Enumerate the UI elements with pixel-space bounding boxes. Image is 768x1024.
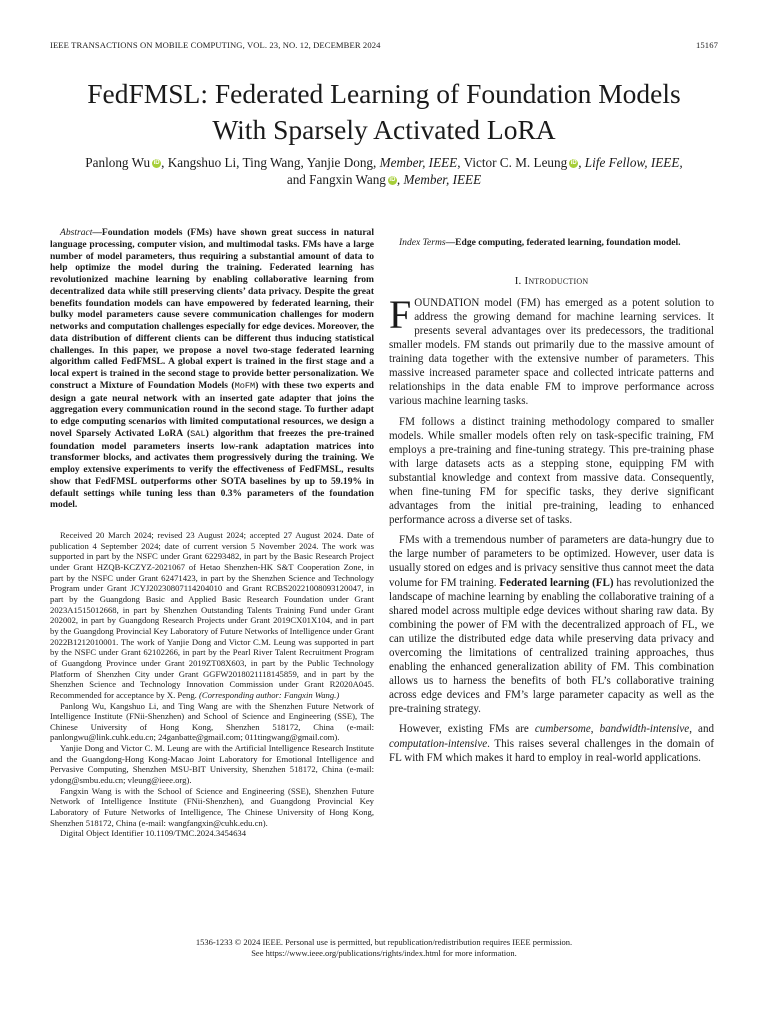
intro-paragraph-1 [389, 291, 714, 409]
footnote-affiliation-2: Yanjie Dong and Victor C. M. Leung are with the Artificial Intelligence Research Institute and the Guangdong-Hong Kong-Macao Joint Laboratory for Emotional Intelligence and Pervasive Computing, Shenzhen MSU-BIT University, Shenzhen 518172, China (e-mail: ydong@smbu.edu.cn; vleung@ieee.org). [50, 743, 374, 786]
footnote-funding [50, 530, 374, 701]
fl-term: Federated learning (FL) [499, 576, 614, 589]
section-heading [389, 275, 714, 287]
emphasis-text: computation-intensive [389, 737, 488, 750]
paragraph-text: However, existing FMs are [399, 723, 535, 736]
right-column [389, 227, 714, 765]
author-list [40, 154, 728, 188]
copyright-line-1: 1536-1233 © 2024 IEEE. Personal use is permitted, but republication/redistribution requires IEEE permission. [195, 937, 573, 947]
orcid-icon[interactable]: iD [153, 160, 160, 166]
abstract-text: ) algorithm that freezes the pre-trained foundation model parameters inserts low-rank adaptation matrices into transformer blocks, and activates them progressively during the training. We employ extensive experiments to verify the effectiveness of FedFMSL, results show that FedFMSL outperforms other SOTA baselines by up to 59.19% in default settings while tuning less than 0.3% parameters of the foundation model. [50, 427, 375, 511]
paragraph-text: FMs with a tremendous number of parameters are data-hungry due to the large number of parameters to be optimized. However, user data is usually stored on edges and is privacy sensitive thus cannot meet the data volume for FM training. [389, 534, 714, 589]
emphasis-text: cumbersome [534, 723, 591, 736]
abstract [50, 227, 374, 511]
paragraph-text: has revolutionized the landscape of machine learning by enabling the collaborative training of a shared model across multiple edge devices without sharing raw data. By combining the power of FM with the decentralized approach of FL, we can utilize the distributed edge data while preserving data privacy and overcoming the limitations of centralized training approaches, thus enabling the enhanced generalization ability of FM. This combination allows us to harness the benefits of both FL’s collaborative training across edge devices and FM’s large parameter capacity as well as the pre-training strategy. [389, 576, 714, 716]
footnote-affiliation-3: Fangxin Wang is with the School of Science and Engineering (SSE), Shenzhen Future Network of Intelligence Institute (FNii-Shenzhen), and Guangdong Provincial Key Laboratory of Future Networks of Intelligence, The Chinese University of Hong Kong, Shenzhen 518172, China (e-mail: wangfangxin@cuhk.edu.cn). [50, 785, 374, 828]
abstract-text: ) with these two experts and design a gate neural network with an inserted gate adapter that joins the aggregation every communication round in the second stage. To further adapt to edge computing scenarios with limited computational resources, we design a novel Sparsely Activated LoRA ( [50, 379, 374, 439]
copyright-line-2[interactable]: See https://www.ieee.org/publications/rights/index.html for more information. [251, 948, 517, 958]
intro-paragraph-3 [389, 533, 714, 716]
paper-title [30, 76, 738, 148]
abstract-text: —Foundation models (FMs) have shown great success in natural language processing, computer vision, and multimodal tasks. FMs have a large number of model parameters, thus requiring a substantial amount of data to help optimize the model during the training. Federated learning has revolutionized machine learning by enabling collaborative learning from decentralized data while still preserving clients’ data privacy. Despite the great benefits foundation models can have empowered by federated learning, their bulky model parameters cause severe communication challenges for modern networks and computation challenges especially for edge devices. Moreover, the data distribution of different clients can be different thus inducing statistical challenges. In this paper, we propose a novel two-stage federated learning algorithm called FedFMSL. A global expert is trained in the first stage and a local expert is trained in the second stage to provide better personalization. We construct a Mixture of Foundation Models ( [50, 227, 374, 391]
left-column [50, 227, 374, 511]
intro-paragraph-2: FM follows a distinct training methodology compared to smaller models. While smaller models often rely on task-specific training, FM employs a pre-training and fine-tuning strategy. This pre-training phase with large datasets acts as a stepping stone, equipping FM with substantial knowledge and context from massive data. Consequently, when fine-tuning FM for specific tasks, they derive significant advantages from the initial pre-training, leading to enhanced performance across a diverse set of tasks. [389, 415, 714, 527]
title-line-2: With Sparsely Activated LoRA [212, 114, 556, 145]
funding-text: Received 20 March 2024; revised 23 August 2024; accepted 27 August 2024. Date of publication 4 September 2024; date of current version 5 November 2024. The work was supported in part by the NSFC under Grant 62293482, in part by the Basic Research Project under Grant HZQB-KCZYZ-2021067 of Hetao Shenzhen-HK S&T Cooperation Zone, in part by the NSFC under Grant 62471423, in part by the Shenzhen Science and Technology Program under Grant JCYJ20230807114204010 and Grant RCBS20221008093120047, in part by the Guangdong Basic and Applied Basic Research Foundation under Grant 2023A1515012668, in part by Shenzhen Outstanding Talents Training Fund under Grant 202002, in part by Guangdong Research Projects under Grant 2019CX01X104, and in part by the Guangdong Provincial Key Laboratory of Future Networks of Intelligence under Grant 2022B1212010001. The work of Yanjie Dong and Victor C.M. Leung was supported in part by the NSFC under Grant 62102266, in part by the Pearl River Talent Recruitment Program of Guangdong Province under Grant 2019ZT08X603, in part by the Public Technology Platform of Shenzhen City under Grant GGFW2018021118145859, and in part by the Shenzhen Science and Technology Innovation Commission under Grant R2020A045. Recommended for acceptance by X. Peng. [50, 530, 374, 700]
index-terms-text: —Edge computing, federated learning, foundation model. [445, 237, 681, 248]
author-name: , Victor C. M. Leung [457, 155, 568, 170]
index-terms-label: Index Terms [399, 237, 446, 248]
author-line-1 [40, 154, 728, 171]
abstract-label: Abstract [60, 227, 93, 238]
intro-paragraph-4 [389, 722, 714, 764]
section-number: I. [514, 274, 522, 287]
drop-cap: F [389, 291, 412, 337]
copyright-notice [40, 937, 728, 959]
sal-code: SAL [190, 428, 206, 439]
running-head [50, 40, 718, 50]
orcid-icon[interactable]: iD [570, 160, 577, 166]
author-affil-role: , Member, IEEE [396, 172, 482, 187]
author-name: and Fangxin Wang [286, 172, 386, 187]
emphasis-text: bandwidth-intensive [599, 723, 690, 736]
author-name: , Kangshuo Li, Ting Wang, Yanjie Dong, [161, 155, 380, 170]
title-line-1: FedFMSL: Federated Learning of Foundation Models [87, 78, 681, 109]
journal-name: IEEE TRANSACTIONS ON MOBILE COMPUTING, VOL. 23, NO. 12, DECEMBER 2024 [50, 40, 381, 50]
footnote-doi[interactable]: Digital Object Identifier 10.1109/TMC.2024.3454634 [60, 828, 247, 839]
mofm-code: MoFM [234, 380, 256, 391]
index-terms [389, 237, 714, 249]
section-title: Introduction [524, 274, 589, 287]
paragraph-text: OUNDATION model (FM) has emerged as a potent solution to address the growing demand for machine learning services. It presents several advantages over its predecessors, the traditional smaller models. FM stands out primarily due to the massive amount of training data together with the extensive number of parameters. This massive increased parameter space and collected intricate patterns and relationships in the data enable FM to improve performance across various machine learning tasks. [389, 296, 714, 408]
paragraph-text: . This raises several challenges in the domain of FL with FM which makes it hard to employ in real-world applications. [389, 737, 714, 764]
paragraph-text: , [590, 723, 600, 736]
paragraph-text: , and [689, 723, 714, 736]
author-name: Panlong Wu [85, 155, 151, 170]
author-affil-role: , Life Fellow, IEEE, [578, 155, 683, 170]
corresponding-author: (Corresponding author: Fangxin Wang.) [198, 689, 340, 700]
author-affil-role: Member, IEEE [379, 155, 458, 170]
author-line-2 [40, 171, 728, 188]
footnote-block [50, 530, 374, 839]
orcid-icon[interactable]: iD [389, 177, 396, 183]
page-number: 15167 [696, 40, 718, 50]
footnote-affiliation-1: Panlong Wu, Kangshuo Li, and Ting Wang are with the Shenzhen Future Network of Intelligence Institute (FNii-Shenzhen) and School of Science and Engineering (SSE), The Chinese University of Hong Kong, Shenzhen 518172, China (e-mail: panlongwu@link.cuhk.edu.cn; 24ganbatte@gmail.com; 011tingwang@gmail.com). [50, 700, 374, 743]
